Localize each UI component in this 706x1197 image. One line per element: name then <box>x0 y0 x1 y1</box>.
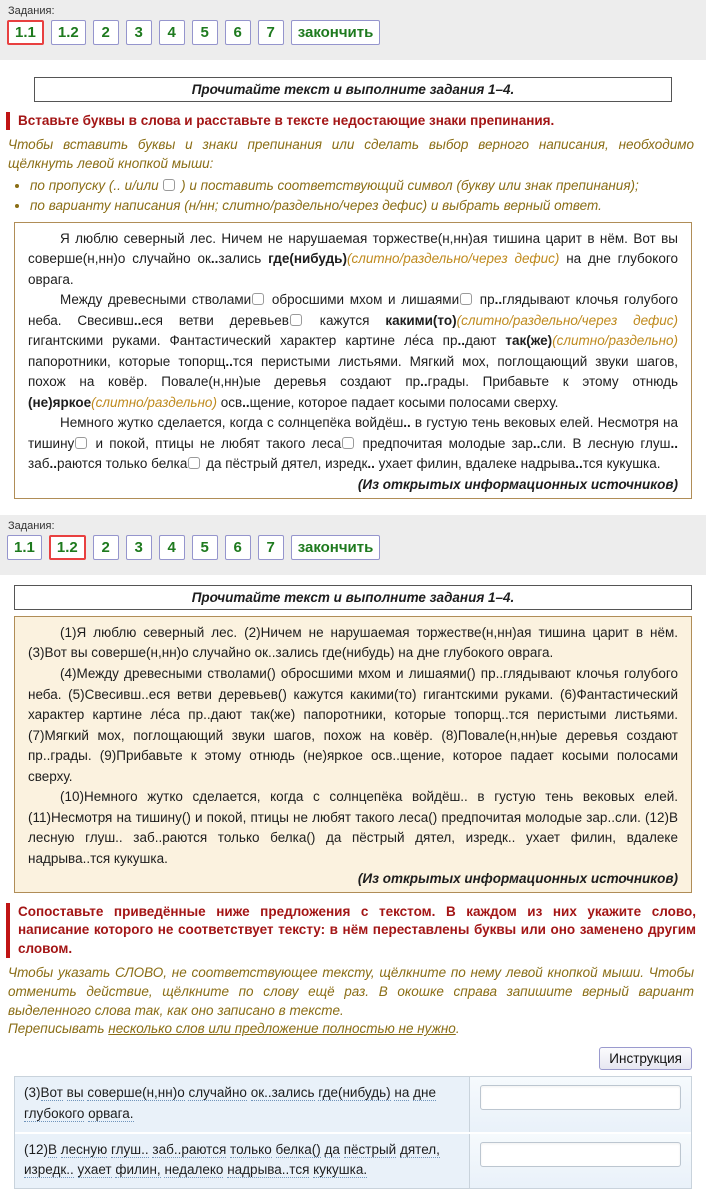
text-run: в густую тень вековых елей. Несмотря на тишину <box>28 415 678 451</box>
text-run: да пёстрый дятел, изредк <box>202 456 368 472</box>
text-run: осв <box>216 394 243 410</box>
task-nav-button-4[interactable]: 4 <box>159 535 185 560</box>
answer-input-1[interactable] <box>480 1085 681 1110</box>
sentence-number: (12) <box>24 1141 49 1157</box>
letter-gap[interactable]: .. <box>225 353 233 369</box>
clickable-word[interactable]: надрыва..тся <box>227 1162 310 1178</box>
task-prompt-1: Вставьте буквы в слова и расставьте в тексте недостающие знаки препинания. <box>6 112 696 130</box>
task-nav-button-закончить[interactable]: закончить <box>291 535 381 560</box>
paragraph-3 <box>28 413 678 475</box>
answer-table <box>14 1076 692 1189</box>
task-nav-button-2[interactable]: 2 <box>93 535 119 560</box>
row-sentence-2 <box>15 1134 469 1189</box>
task-hint-1 <box>8 136 694 216</box>
source-attribution: (Из открытых информационных источников) <box>357 476 678 492</box>
clickable-word[interactable]: глубокого <box>24 1105 85 1121</box>
choice-hint: (слитно/раздельно/через дефис) <box>346 251 560 267</box>
tasks-label: Задания: <box>8 5 55 17</box>
answer-cell-2 <box>469 1134 691 1189</box>
choice-word[interactable]: какими(то) <box>385 312 457 328</box>
source-attribution: (Из открытых информационных источников) <box>357 871 678 887</box>
clickable-word[interactable]: пёстрый <box>343 1141 397 1157</box>
text-run: дают <box>464 333 506 349</box>
task-prompt-2: Сопоставьте приведённые ниже предложения с текстом. В каждом из них укажите слово, написание которого не соответствует тексту: в нём переставлены буквы или оно заменено другим словом. <box>6 903 696 958</box>
choice-hint: (слитно/раздельно/через дефис) <box>456 312 678 328</box>
text-run: Я люблю северный лес. Ничем не нарушаемая торжестве(н,нн)ая тишина царит в нём. Вот вы соверше(н,нн)о случайно ок <box>28 230 678 267</box>
answer-cell-1 <box>469 1077 691 1132</box>
clickable-word[interactable]: недалеко <box>164 1162 224 1178</box>
task-nav-button-3[interactable]: 3 <box>126 535 152 560</box>
text-run: глядывают клочья голубого неба. Свесивш <box>28 292 678 328</box>
letter-gap[interactable]: .. <box>575 456 583 472</box>
task-nav-bar-1 <box>0 0 706 60</box>
task-nav-buttons-2 <box>7 535 699 560</box>
letter-gap[interactable]: .. <box>670 435 678 451</box>
hint-note-post: . <box>455 1021 460 1037</box>
clickable-word[interactable]: дне <box>413 1085 436 1101</box>
text-run: тся кукушка. <box>582 456 661 472</box>
clickable-word[interactable]: да <box>324 1141 340 1157</box>
letter-gap[interactable]: .. <box>210 251 219 267</box>
text-run: ухает филин, вдалеке надрыва <box>374 456 576 472</box>
punctuation-gap-box[interactable] <box>188 457 200 469</box>
text-run: гигантскими руками. Фантастический характер картине ле́са пр <box>28 333 458 349</box>
clickable-word[interactable]: вы <box>66 1085 84 1101</box>
text-run: еся ветви деревьев <box>141 312 289 328</box>
task-hint-2 <box>8 964 694 1040</box>
letter-gap[interactable]: .. <box>367 456 375 472</box>
text-run: (4)Между древесными стволами() обросшими мхом и лишаями() пр..глядывают клочья голубого неба. (5)Свесивш..еся ветви деревьев() кажутся какими(то) гигантскими руками. (6)Фантастический характер картине ле́са пр..дают так(же) папоротники, которые топорщ..тся перистыми листьями. (7)Мягкий мох, поглощающий звуки шагов, похож на ковёр. (8)Повале(н,нн)ые деревья создают пр..грады. (9)Прибавьте к этому отнюдь (не)яркое осв..щение, которое падает косыми полосами сверху. <box>28 666 678 784</box>
punctuation-gap-box[interactable] <box>342 437 354 449</box>
clickable-word[interactable]: случайно <box>188 1085 247 1101</box>
text-run: сли. В лесную глуш <box>540 435 671 451</box>
text-run: по варианту написания (н/нн; слитно/раздельно/через дефис) и выбрать верный ответ. <box>30 197 602 213</box>
task-nav-button-3[interactable]: 3 <box>126 20 152 45</box>
exercise-text-box-1 <box>14 222 692 499</box>
punctuation-gap-box[interactable] <box>75 437 87 449</box>
exercise-text-box-2 <box>14 616 692 893</box>
text-run: пр <box>474 292 495 308</box>
answer-row-1 <box>15 1077 691 1132</box>
text-run: щение, которое падает косыми полосами сверху. <box>249 394 559 410</box>
text-run: по пропуску (.. и/или <box>30 178 163 193</box>
text-run: Между древесными стволами <box>60 292 252 308</box>
text-run: на дне глубокого оврага. <box>28 251 679 287</box>
clickable-word[interactable]: изредк.. <box>24 1162 74 1178</box>
paragraph-1 <box>28 229 678 291</box>
paragraph-2 <box>28 664 678 787</box>
task-nav-button-5[interactable]: 5 <box>192 535 218 560</box>
letter-gap[interactable]: .. <box>242 394 250 410</box>
text-run: ) и поставить соответствующий символ (букву или знак препинания); <box>177 178 639 193</box>
row-sentence-1 <box>15 1077 469 1132</box>
clickable-word[interactable]: филин, <box>115 1162 161 1178</box>
choice-word[interactable]: так(же) <box>505 333 553 349</box>
clickable-word[interactable]: В <box>48 1141 58 1157</box>
tasks-label: Задания: <box>8 519 55 532</box>
punctuation-gap-box[interactable] <box>252 293 264 305</box>
text-run: обросшими мхом и лишаями <box>266 292 460 308</box>
task-nav-button-1.1[interactable]: 1.1 <box>7 535 42 560</box>
section-header-1 <box>34 77 672 102</box>
clickable-word[interactable]: дятел, <box>399 1141 440 1157</box>
task-nav-button-6[interactable]: 6 <box>225 535 251 560</box>
text-run: и покой, птицы не любят такого леса <box>89 435 342 451</box>
clickable-word[interactable]: соверше(н,нн)о <box>87 1085 185 1101</box>
text-run: грады. Прибавьте к этому отнюдь <box>427 374 678 390</box>
clickable-word[interactable]: ок..зались <box>250 1085 315 1101</box>
clickable-word[interactable]: где(нибудь) <box>318 1085 391 1101</box>
task-nav-button-6[interactable]: 6 <box>225 20 251 45</box>
choice-hint: (слитно/раздельно) <box>552 333 678 349</box>
task-nav-bar-2 <box>0 515 706 575</box>
letter-gap[interactable]: .. <box>133 312 142 328</box>
hint-bullet-list <box>30 177 694 216</box>
clickable-word[interactable]: на <box>394 1085 410 1101</box>
clickable-word[interactable]: кукушка. <box>313 1162 368 1178</box>
text-run: Немного жутко сделается, когда с солнцепёка войдёш <box>60 415 404 431</box>
letter-gap[interactable]: .. <box>49 456 57 472</box>
paragraph-1 <box>28 623 678 664</box>
letter-gap[interactable]: .. <box>532 435 541 451</box>
punctuation-gap-box[interactable] <box>460 293 472 305</box>
hint-note <box>8 1020 694 1039</box>
task-nav-button-2[interactable]: 2 <box>93 20 119 45</box>
punctuation-gap-box[interactable] <box>163 179 175 191</box>
text-run: тся перистыми листьями. Мягкий мох, поглощающий звуки шагов, похож на ковёр. Повале(н,нн)ые деревья создают пр <box>28 353 678 390</box>
task-nav-button-7[interactable]: 7 <box>258 535 284 560</box>
instruction-button-row <box>0 1047 692 1070</box>
text-run: кажутся <box>303 312 386 328</box>
paragraph-3 <box>28 787 678 869</box>
spacer <box>0 499 706 515</box>
clickable-word[interactable]: глуш.. <box>111 1141 149 1157</box>
section-header-text: Прочитайте текст и выполните задания 1–4. <box>191 82 515 97</box>
clickable-word[interactable]: белка() <box>275 1141 321 1157</box>
task-nav-button-закончить[interactable]: закончить <box>291 20 381 45</box>
task-nav-button-5[interactable]: 5 <box>192 20 218 45</box>
hint-text: Чтобы указать СЛОВО, не соответствующее тексту, щёлкните по нему левой кнопкой мыши. Чтобы отменить действие, щёлкните по слову ещё раз. В окошке справа запишите верный вариант выделенного слова так, как оно записано в тексте. <box>8 964 694 1018</box>
answer-input-2[interactable] <box>480 1142 681 1167</box>
letter-gap[interactable]: .. <box>403 415 411 431</box>
clickable-word[interactable]: лесную <box>60 1141 108 1157</box>
hint-intro: Чтобы вставить буквы и знаки препинания или сделать выбор верного написания, необходимо щёлкнуть левой кнопкой мыши: <box>8 137 694 172</box>
hint-bullet-2 <box>30 197 694 216</box>
clickable-word[interactable]: орвага. <box>88 1105 134 1121</box>
section-header-text: Прочитайте текст и выполните задания 1–4. <box>191 589 515 605</box>
text-run: (10)Немного жутко сделается, когда с солнцепёка войдёш.. в густую тень вековых елей. (11)Несмотря на тишину() и покой, птицы не любят такого леса() предпочитая молодые зар..сли. (12)В лесную глуш.. заб..раются только белка() да пёстрый дятел, изредк.. ухает филин, вдалеке надрыва..тся кукушка. <box>28 789 678 866</box>
letter-gap[interactable]: .. <box>494 292 503 308</box>
section-header-2 <box>14 585 692 610</box>
instruction-button[interactable]: Инструкция <box>599 1047 692 1070</box>
task-nav-button-4[interactable]: 4 <box>159 20 185 45</box>
text-run: (1)Я люблю северный лес. (2)Ничем не нарушаемая торжестве(н,нн)ая тишина царит в нём. (3)Вот вы соверше(н,нн)о случайно ок..зались где(нибудь) на дне глубокого оврага. <box>28 624 678 661</box>
text-run: предпочитая молодые зар <box>356 435 533 451</box>
sentence-number: (3) <box>24 1085 41 1101</box>
text-run: папоротники, которые топорщ <box>28 353 226 369</box>
letter-gap[interactable]: .. <box>457 333 465 349</box>
choice-hint: (слитно/раздельно) <box>91 394 217 410</box>
text-run: заб <box>28 456 50 472</box>
answer-row-2 <box>15 1132 691 1189</box>
clickable-word[interactable]: только <box>230 1141 272 1157</box>
task-nav-button-1.2[interactable]: 1.2 <box>49 535 86 560</box>
hint-bullet-1 <box>30 177 694 196</box>
task-nav-button-7[interactable]: 7 <box>258 20 284 45</box>
text-run: раются только белка <box>56 456 188 472</box>
task-nav-buttons-1 <box>7 20 699 45</box>
clickable-word[interactable]: ухает <box>77 1162 112 1178</box>
clickable-word[interactable]: заб..раются <box>152 1141 227 1157</box>
hint-note-underlined: несколько слов или предложение полностью не нужно <box>108 1021 456 1037</box>
paragraph-2 <box>28 290 678 413</box>
choice-word[interactable]: (не)яркое <box>28 394 92 410</box>
punctuation-gap-box[interactable] <box>290 314 302 326</box>
task-nav-button-1.1[interactable]: 1.1 <box>7 20 44 45</box>
choice-word[interactable]: где(нибудь) <box>268 251 347 267</box>
clickable-word[interactable]: Вот <box>40 1085 63 1101</box>
hint-note-pre: Переписывать <box>8 1021 109 1037</box>
letter-gap[interactable]: .. <box>420 374 428 390</box>
text-run: зались <box>218 251 269 267</box>
task-nav-button-1.2[interactable]: 1.2 <box>51 20 86 45</box>
